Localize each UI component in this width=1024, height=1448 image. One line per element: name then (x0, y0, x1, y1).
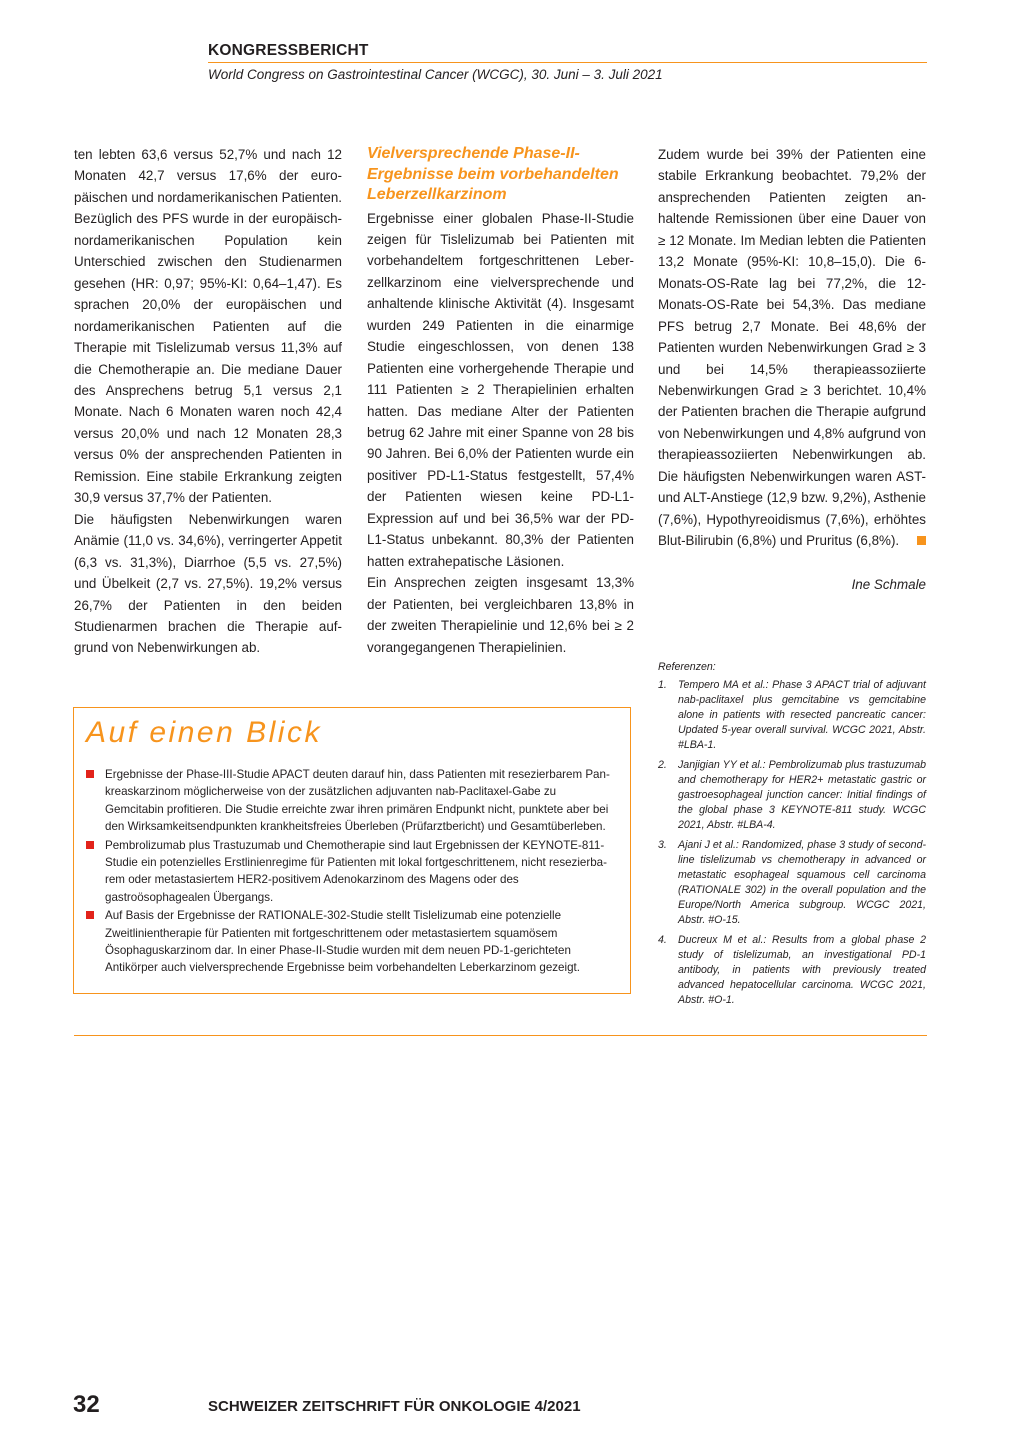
summary-list (84, 766, 614, 978)
journal-footer: SCHWEIZER ZEITSCHRIFT FÜR ONKOLOGIE 4/2021 (208, 1398, 581, 1415)
summary-box (73, 707, 631, 994)
page-number: 32 (73, 1391, 100, 1418)
reference-text: Janjigian YY et al.: Pembrolizumab plus trastuzumab and chemotherapy for HER2+ metastatic gastric or gastroesophageal junction cancer: Initial findings of the global phase 3 KEYNOTE-811 study. WCGC 2021, Abstr. #LBA-4. (678, 759, 926, 831)
summary-item-text: Ergebnisse der Phase-III-Studie APACT deuten darauf hin, dass Patienten mit resezierbarem Pankreaskarzinom möglicherweise von der zusätzlichen adjuvanten nab-Paclitaxel-Gabe zu Gemcitabin profitieren. Die Studie erreichte zwar ihren primären Endpunkt nicht, punktete aber bei den Wirksamkeitsendpunkten krankheitsfreies Überleben (Prüfarztbericht) und Gesamtüberleben. (105, 768, 610, 834)
paragraph-text: Zudem wurde bei 39% der Patienten eine stabile Erkrankung beobachtet. 79,2% der ansprechenden Patienten zeigten anhaltende Remissionen über eine Dauer von ≥ 12 Monate. Im Median lebten die Patienten 13,2 Monate (95%-KI: 10,8–15,0). Die 6-Monats-OS-Rate lag bei 77,2%, die 12-Monats-OS-Rate bei 54,3%. Das mediane PFS betrug 2,7 Monate. Bei 48,6% der Patienten wurden Nebenwirkungen Grad ≥ 3 und bei 14,5% therapieassoziierte Nebenwirkungen Grad ≥ 3 berichtet. 10,4% der Patienten brachen die Therapie aufgrund von Nebenwirkungen und 4,8% aufgrund von therapieassoziierten Nebenwirkungen ab. Die häufigsten Nebenwirkungen waren AST- und ALT-Anstiege (12,9 bzw. 9,2%), Asthenie (7,6%), Hypothyreoidismus (7,6%), erhöhtes Blut-Bilirubin (6,8%) und Pruritus (6,8%). (658, 147, 927, 549)
section-heading: Vielversprechende Phase-II-Ergebnisse beim vorbehandelten Leberzellkarzinom (367, 145, 619, 203)
section-title: KONGRESSBERICHT (208, 42, 369, 59)
references-title: Referenzen: (658, 661, 716, 673)
paragraph: Ein Ansprechen zeigten insgesamt 13,3% der Patienten, bei vergleichbaren 13,8% in der zweiten Therapielinie und 12,6% bei ≥ 2 vorangegangenen Therapielinien. (367, 575, 634, 655)
reference-text: Tempero MA et al.: Phase 3 APACT trial of adjuvant nab-paclitaxel plus gemcitabine vs gemcitabine alone in patients with resected pancreatic cancer: Updated 5-year overall survival. WCGC 2021, Abstr. #LBA-1. (678, 679, 926, 751)
summary-item (84, 766, 614, 836)
text-column-2 (367, 144, 634, 658)
reference-item (658, 758, 926, 833)
author-name: Ine Schmale (851, 576, 926, 592)
summary-item-text: Auf Basis der Ergebnisse der RATIONALE-302-Studie stellt Tislelizumab eine potenzielle Zweitlinientherapie für Patienten mit fortgeschrittenem oder metastasiertem squamösem Ösophaguskarzinom dar. In einer Phase-II-Studie wurden mit dem neuen PD-1-gerichteten Antikörper auch vielversprechende Ergebnisse beim vorbehandelten Leberkarzinom gezeigt. (105, 909, 580, 975)
paragraph: Die häufigsten Nebenwirkungen waren Anämie (11,0 vs. 34,6%), verringerter Appetit (6,3 vs. 31,3%), Diarrhoe (5,5 vs. 27,5%) und Übelkeit (2,7 vs. 27,5%). 19,2% versus 26,7% der Patienten in den beiden Studienarmen brachen die Therapie aufgrund von Nebenwirkungen ab. (74, 511, 342, 656)
summary-item (84, 907, 614, 977)
summary-item (84, 837, 614, 907)
reference-item (658, 838, 926, 928)
summary-box-title: Auf einen Blick (86, 716, 322, 749)
congress-subtitle: World Congress on Gastrointestinal Cancer (WCGC), 30. Juni – 3. Juli 2021 (208, 67, 663, 82)
paragraph: Ergebnisse einer globalen Phase-II-Studie zeigen für Tislelizumab bei Patienten mit vorbehandeltem fortgeschrittenen Leberzellkarzinom eine vielversprechende und anhaltende klinische Aktivität (4). Insgesamt wurden 249 Patienten in die einarmige Studie eingeschlossen, von denen 138 Patienten eine vorhergehende Therapie und 111 Patienten ≥ 2 Therapielinien erhalten hatten. Das mediane Alter der Patienten betrug 62 Jahre mit einer Spanne von 28 bis 90 Jahren. Bei 6,0% der Patienten wurde ein positiver PD-L1-Status festgestellt, 57,4% der Patienten wiesen keine PD-L1-Expression auf und bei 36,5% war der PD-L1-Status unbekannt. 80,3% der Patienten hatten extrahepatische Läsionen. (367, 210, 634, 569)
bullet-square-icon (86, 841, 94, 849)
summary-item-text: Pembrolizumab plus Trastuzumab und Chemotherapie sind laut Ergebnissen der KEYNOTE-811-Studie ein potenzielles Erstlinienregime für Patienten mit lokal fortgeschrittenem, nicht resezierbarem oder metastasiertem HER2-positivem Adenokarzinom des Magens oder des gastroösophagealen Übergangs. (105, 838, 608, 904)
reference-number: 4. (658, 934, 667, 946)
references (658, 660, 926, 1013)
reference-item (658, 933, 926, 1008)
text-column-3 (658, 144, 926, 595)
reference-text: Ajani J et al.: Randomized, phase 3 study of second-line tislelizumab vs chemotherapy in advanced or metastatic esophageal squamous cell carcinoma (RATIONALE 302) in the overall population and the Europe/North America subgroup. WCGC 2021, Abstr. #O-15. (678, 839, 926, 926)
end-of-article-icon (917, 536, 926, 545)
reference-number: 1. (658, 679, 667, 691)
paragraph: ten lebten 63,6 versus 52,7% und nach 12 Monaten 42,7 versus 17,6% der europäischen und nordamerikanischen Patienten. Bezüglich des PFS wurde in der europäisch-nordamerikanischen Population kein Unterschied zwischen den Studienarmen gesehen (HR: 0,97; 95%-KI: 0,64–1,47). Es sprachen 20,0% der europäischen und nordamerikanischen Patienten auf die Therapie mit Tislelizumab versus 11,3% auf die Chemotherapie an. Die mediane Dauer des Ansprechens betrug 5,1 versus 2,1 Monate. Nach 6 Monaten waren noch 42,4 versus 20,0% und nach 12 Monaten 28,3 versus 0% der ansprechenden Patienten in Remission. Eine stabile Erkrankung zeigten 30,9 versus 37,7% der Patienten. (74, 147, 342, 506)
reference-item (658, 678, 926, 753)
bullet-square-icon (86, 770, 94, 778)
text-column-1 (74, 144, 342, 659)
reference-text: Ducreux M et al.: Results from a global phase 2 study of tislelizumab, an investigational PD-1 antibody, in patients with previously treated advanced hepatocellular carcinoma. WCGC 2021, Abstr. #O-1. (678, 934, 926, 1006)
header-divider (208, 62, 927, 63)
paragraph (658, 144, 926, 552)
reference-number: 2. (658, 759, 667, 771)
reference-number: 3. (658, 839, 667, 851)
content-divider (74, 1035, 927, 1036)
bullet-square-icon (86, 911, 94, 919)
